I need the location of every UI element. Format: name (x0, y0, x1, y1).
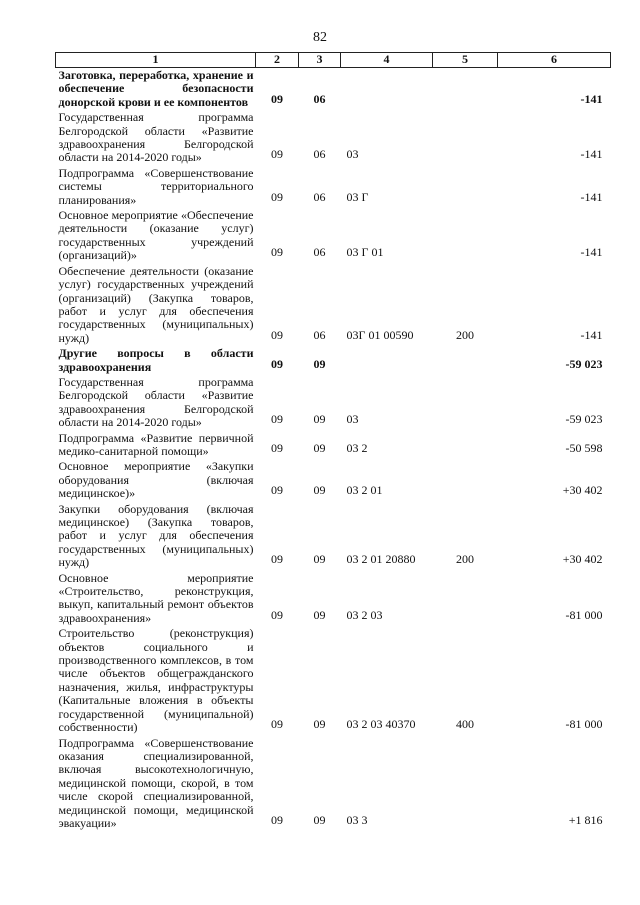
target-article-code: 03 (346, 412, 359, 427)
expense-type-code (433, 110, 498, 166)
subsection-code: 09 (313, 607, 326, 622)
section-code: 09 (271, 189, 283, 204)
subsection-code: 09 (313, 483, 326, 498)
table-row (56, 375, 611, 431)
amount-value: +30 402 (562, 483, 603, 498)
row-description: Подпрограмма «Совершенствование оказания специализированной, включая высокотехнологичную, медицинской помощи, скорой, в том числе скорой специализированной, медицинской помощи, медицинской эвакуации» (58, 735, 254, 830)
row-description: Заготовка, переработка, хранение и обеспечение безопасности донорской крови и ее компонентов (58, 68, 254, 109)
row-description: Основное мероприятие «Закупки оборудования (включая медицинское)» (58, 459, 254, 501)
amount-value: -59 023 (565, 356, 603, 371)
page-number: 82 (313, 30, 327, 45)
subsection-code: 09 (313, 812, 326, 827)
table-row (56, 110, 611, 166)
expense-type-code (433, 736, 498, 832)
target-article-code (341, 346, 433, 375)
amount-value: -141 (580, 245, 603, 260)
table-row (56, 459, 611, 501)
table-row (56, 166, 611, 208)
section-code: 09 (271, 91, 283, 106)
section-code: 09 (271, 245, 283, 260)
subsection-code: 09 (313, 412, 326, 427)
target-article-code (341, 68, 433, 111)
section-code: 09 (271, 483, 283, 498)
expense-type-code (433, 68, 498, 111)
table-row (56, 346, 611, 375)
amount-value: -81 000 (565, 607, 603, 622)
section-code: 09 (271, 412, 283, 427)
column-header: 1 (56, 53, 256, 68)
amount-value: +1 816 (568, 812, 603, 827)
amount-value: +30 402 (562, 552, 603, 567)
row-description: Обеспечение деятельности (оказание услуг) государственных учреждений (организаций) (Закупка товаров, работ и услуг для обеспечения государственных (муниципальных) нужд) (58, 263, 254, 345)
target-article-code: 03 2 03 40370 (346, 717, 416, 732)
subsection-code: 09 (313, 717, 326, 732)
header-row (56, 53, 611, 68)
row-description: Строительство (реконструкция) объектов социального и производственного комплексов, в том числе объектов общегражданского назначения, жилья, инфраструктуры (Капитальные вложения в объекты государственной (муниципальной) собственности) (58, 626, 254, 735)
column-header: 4 (341, 53, 433, 68)
target-article-code: 03 2 01 (346, 483, 383, 498)
expense-type-code (433, 459, 498, 501)
table-row (56, 264, 611, 346)
target-article-code: 03 Г (346, 189, 369, 204)
column-header: 2 (256, 53, 299, 68)
amount-value: -141 (580, 91, 603, 106)
subsection-code: 06 (313, 245, 326, 260)
expense-type-code (433, 208, 498, 264)
subsection-code: 09 (313, 356, 326, 371)
expense-type-code: 200 (456, 552, 474, 567)
section-code: 09 (271, 147, 283, 162)
section-code: 09 (271, 552, 283, 567)
section-code: 09 (271, 356, 283, 371)
section-code: 09 (271, 607, 283, 622)
budget-table (55, 52, 611, 831)
target-article-code: 03Г 01 00590 (346, 327, 414, 342)
expense-type-code: 400 (456, 717, 474, 732)
subsection-code: 06 (313, 91, 326, 106)
row-description: Основное мероприятие «Строительство, реконструкция, выкуп, капитальный ремонт объектов здравоохранения» (58, 570, 254, 625)
row-description: Подпрограмма «Развитие первичной медико-санитарной помощи» (58, 430, 254, 458)
expense-type-code (433, 375, 498, 431)
expense-type-code: 200 (456, 327, 474, 342)
target-article-code: 03 Г 01 (346, 245, 384, 260)
expense-type-code (433, 346, 498, 375)
target-article-code: 03 2 03 (346, 607, 383, 622)
amount-value: -81 000 (565, 717, 603, 732)
row-description: Основное мероприятие «Обеспечение деятельности (оказание услуг) государственных учреждений (организаций)» (58, 208, 254, 263)
table-row (56, 208, 611, 264)
subsection-code: 06 (313, 147, 326, 162)
column-header: 3 (299, 53, 341, 68)
row-description: Подпрограмма «Совершенствование системы территориального планирования» (58, 165, 254, 207)
amount-value: -141 (580, 189, 603, 204)
target-article-code: 03 2 01 20880 (346, 552, 416, 567)
amount-value: -50 598 (565, 440, 603, 455)
column-header: 6 (498, 53, 611, 68)
subsection-code: 06 (313, 189, 326, 204)
subsection-code: 09 (313, 440, 326, 455)
amount-value: -59 023 (565, 412, 603, 427)
table-row (56, 626, 611, 735)
row-description: Другие вопросы в области здравоохранения (58, 346, 254, 374)
target-article-code: 03 3 (346, 812, 368, 827)
table-row (56, 736, 611, 832)
section-code: 09 (271, 440, 283, 455)
expense-type-code (433, 166, 498, 208)
amount-value: -141 (580, 327, 603, 342)
subsection-code: 06 (313, 327, 326, 342)
section-code: 09 (271, 812, 283, 827)
section-code: 09 (271, 717, 283, 732)
table-row (56, 431, 611, 460)
expense-type-code (433, 431, 498, 460)
target-article-code: 03 2 (346, 440, 368, 455)
amount-value: -141 (580, 147, 603, 162)
table-row (56, 68, 611, 111)
table-row (56, 571, 611, 627)
row-description: Государственная программа Белгородской области «Развитие здравоохранения Белгородской области на 2014-2020 годы» (58, 110, 254, 165)
subsection-code: 09 (313, 552, 326, 567)
table-row (56, 502, 611, 571)
target-article-code: 03 (346, 147, 359, 162)
row-description: Государственная программа Белгородской области «Развитие здравоохранения Белгородской области на 2014-2020 годы» (58, 374, 254, 430)
column-header: 5 (433, 53, 498, 68)
expense-type-code (433, 571, 498, 627)
row-description: Закупки оборудования (включая медицинское) (Закупка товаров, работ и услуг для обеспечения государственных (муниципальных) нужд) (58, 501, 254, 570)
section-code: 09 (271, 327, 283, 342)
